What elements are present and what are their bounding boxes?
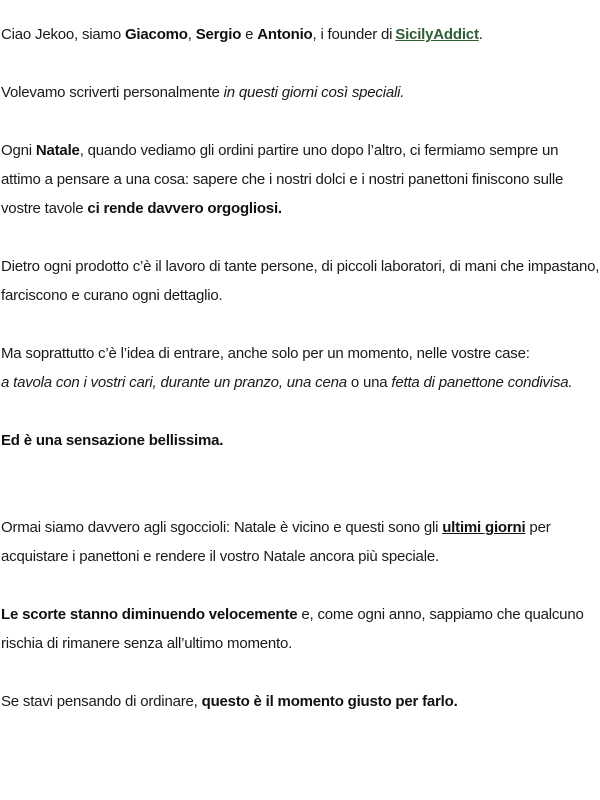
christmas-bold-natale: Natale xyxy=(35,142,80,159)
greeting-paragraph xyxy=(1,20,600,49)
cta-paragraph xyxy=(1,687,600,716)
christmas-prefix: Ogni xyxy=(1,142,36,159)
founder-name-sergio: Sergio xyxy=(195,26,242,43)
founder-name-giacomo: Giacomo xyxy=(124,26,188,43)
cta-bold: questo è il momento giusto per farlo. xyxy=(201,693,458,710)
stock-paragraph xyxy=(1,600,600,658)
greeting-suffix: , i founder di xyxy=(312,26,393,43)
christmas-bold-proud: ci rende davvero orgogliosi. xyxy=(87,200,282,217)
intro-paragraph xyxy=(1,78,600,107)
feeling-paragraph xyxy=(1,426,600,455)
homes-italic-table: a tavola con i vostri cari, durante un pranzo, una cena xyxy=(1,374,347,391)
christmas-paragraph xyxy=(1,136,600,223)
separator: e xyxy=(241,26,258,43)
cta-text: Se stavi pensando di ordinare, xyxy=(1,693,202,710)
work-paragraph xyxy=(1,252,600,310)
homes-text: Ma soprattutto c’è l’idea di entrare, anche solo per un momento, nelle vostre case: xyxy=(1,345,530,362)
intro-text: Volevamo scriverti personalmente xyxy=(1,84,224,101)
founder-name-antonio: Antonio xyxy=(257,26,313,43)
last-days-prefix: Ormai siamo davvero agli sgoccioli: Natale è vicino e questi sono gli xyxy=(1,519,443,536)
last-days-suffix: per acquistare i panettoni e rendere il vostro Natale ancora più speciale. xyxy=(1,519,551,565)
homes-italic-panettone: fetta di panettone condivisa. xyxy=(391,374,573,391)
stock-text: e, come ogni anno, sappiamo che qualcuno rischia di rimanere senza all’ultimo momento. xyxy=(1,606,584,652)
greeting-text: Ciao Jekoo, siamo xyxy=(1,26,125,43)
sicilyaddict-link[interactable]: SicilyAddict xyxy=(395,26,479,43)
work-text: Dietro ogni prodotto c’è il lavoro di tante persone, di piccoli laboratori, di mani che impastano, farciscono e curano ogni dettaglio. xyxy=(1,258,600,304)
intro-italic: in questi giorni così speciali. xyxy=(223,84,405,101)
period: . xyxy=(478,26,483,43)
christmas-text: , quando vediamo gli ordini partire uno dopo l’altro, ci fermiamo sempre un attimo a pensare a una cosa: sapere che i nostri dolci e i nostri panettoni finiscono sulle vostre tavole xyxy=(1,142,564,217)
homes-mid: o una xyxy=(346,374,392,391)
stock-bold: Le scorte stanno diminuendo velocemente xyxy=(1,606,298,623)
last-days-emphasis: ultimi giorni xyxy=(442,519,526,536)
homes-paragraph xyxy=(1,339,600,397)
last-days-paragraph xyxy=(1,513,600,571)
feeling-bold: Ed è una sensazione bellissima. xyxy=(1,432,224,449)
separator: , xyxy=(187,26,196,43)
